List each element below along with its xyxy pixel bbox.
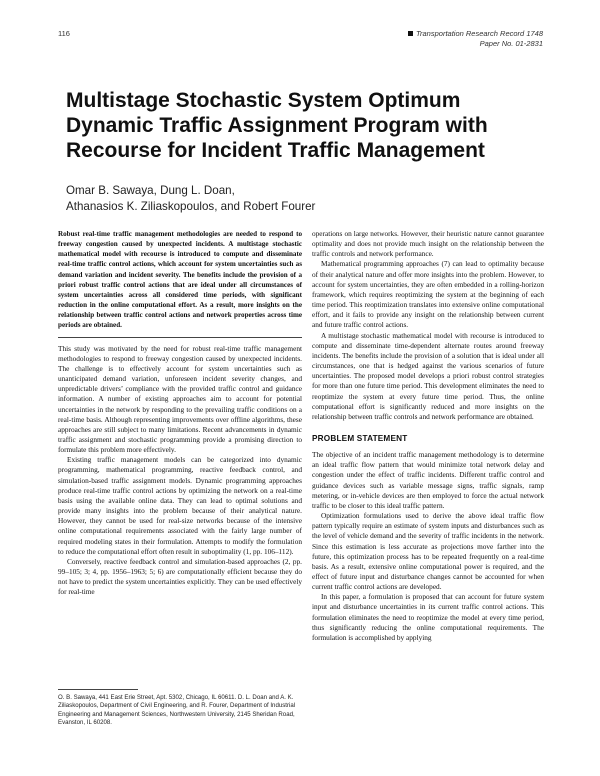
title-line: Multistage Stochastic System Optimum xyxy=(66,89,461,112)
section-heading: PROBLEM STATEMENT xyxy=(312,433,408,443)
footnote-divider xyxy=(58,689,138,690)
right-column xyxy=(312,229,544,643)
paper-title xyxy=(66,88,546,163)
body-paragraph: This study was motivated by the need for robust real-time traffic management methodologies to respond to freeway congestion caused by unexpected incidents. The challenge is to effectively account for system uncertainties such as unanticipated demand variation, unforeseen incident severity changes, and unpredictable drivers’ compliance with the provided traffic control and guidance information. A number of existing approaches aim to account for potential uncertainties in the network by responding to the prevailing traffic conditions on a real-time basis. Although representing improvements over offline algorithms, these approaches are still subject to many limitations. Recent advancements in dynamic traffic assignment and stochastic programming provide a promising direction to formulate this problem more effectively. xyxy=(58,343,302,455)
title-line: Dynamic Traffic Assignment Program with xyxy=(66,114,488,137)
body-paragraph: Mathematical programming approaches (7) can lead to optimality because of their analytical nature and offer more insights into the problem. However, to account for system uncertainties, they are often embedded in a rolling-horizon framework, which requires reoptimizing the system at the beginning of each time period. This reoptimization translates into extensive online computational effort, and it fails to provide any insight on the relationship between current and future traffic control actions. xyxy=(312,259,544,330)
footnote xyxy=(58,689,302,727)
author-affiliations: O. B. Sawaya, 441 East Erie Street, Apt. 5302, Chicago, IL 60611. D. L. Doan and A. K. Ziliaskopoulos, Department of Civil Engineering, and R. Fourer, Department of Industrial Engineering and Management Sciences, Northwestern University, 2145 Sheridan Road, Evanston, IL 60208. xyxy=(58,694,296,726)
paper-number: Paper No. 01-2831 xyxy=(479,39,543,48)
abstract-divider xyxy=(58,337,302,338)
author-line: Athanasios K. Ziliaskopoulos, and Robert Fourer xyxy=(66,199,316,213)
body-paragraph: In this paper, a formulation is proposed that can account for future system input and disturbance uncertainties in its current traffic control actions. This formulation eliminates the need to reoptimize the model at every time period, thus significantly reducing the online computational requirements. The formulation is accomplished by applying xyxy=(312,592,544,642)
body-paragraph: Optimization formulations used to derive the above ideal traffic flow pattern typically require an estimate of system inputs and disturbances such as the level of vehicle demand and the severity of traffic incidents in the network. Since this estimation is less accurate as projections move farther into the future, this optimization process has to be repeated frequently on a real-time basis. As a result, extensive online computational power is required, and the effect of future input and disturbance changes cannot be accounted for when current traffic control actions are developed. xyxy=(312,511,544,592)
body-paragraph: Conversely, reactive feedback control and simulation-based approaches (2, pp. 99–105; 3; 4, pp. 1956–1963; 5; 6) are computationally efficient because they do not have to predict the system uncertainties explicitly. They can be used effectively for real-time xyxy=(58,556,302,597)
body-paragraph: The objective of an incident traffic management methodology is to determine an ideal traffic flow pattern that would minimize total network delay and congestion under the effect of traffic incidents. Different traffic control and guidance devices such as variable message signs, traffic signals, ramp metering, or in-vehicle devices are then employed to force the actual network traffic to be closer to this ideal traffic pattern. xyxy=(312,450,544,510)
author-line: Omar B. Sawaya, Dung L. Doan, xyxy=(66,184,235,197)
title-line: Recourse for Incident Traffic Management xyxy=(66,139,485,162)
abstract: Robust real-time traffic management methodologies are needed to respond to freeway congestion caused by unexpected incidents. A multistage stochastic mathematical model with recourse is introduced to compute and disseminate real-time traffic control actions, which account for system uncertainties such as demand variation and incident severity. The benefits include the provision of a priori robust traffic control actions that are ideal under all circumstances of system uncertainties across all considered time periods, with significant reduction in the online computational effort. As a result, more insights on the relationship between traffic control actions and network properties across time periods are obtained. xyxy=(58,230,302,330)
journal-name: Transportation Research Record 1748 xyxy=(415,29,543,38)
author-list xyxy=(66,183,315,214)
page-number: 116 xyxy=(58,29,70,38)
body-paragraph: A multistage stochastic mathematical model with recourse is introduced to compute and disseminate time-dependent alternate routes around freeway incidents. The benefits include the provision of a solution that is ideal under all circumstances, one that is hedged against the various scenarios of future uncertainties. The proposed model develops a priori robust control strategies for more than one future time period. This development eliminates the need to reoptimize the system at every future time period. Thus, the online computational effort is significantly reduced and more insights on the relationship between traffic controls and network performance are obtained. xyxy=(312,330,544,421)
running-header xyxy=(408,29,543,49)
body-paragraph: operations on large networks. However, their heuristic nature cannot guarantee optimality and does not provide much insight on the relationship between the traffic controls and network performance. xyxy=(312,229,544,259)
body-paragraph: Existing traffic management models can be categorized into dynamic programming, mathematical programming, reactive feedback control, and simulation-based traffic assignment models. Dynamic programming approaches produce real-time traffic control actions by optimizing the network on a real-time basis using the available online data. They can lead to optimal solutions and provide many insights into the problem because of their analytical nature. However, they cannot be used for real-size networks because of the intensive online computational requirements associated with the fairly large number of required modeling states in their formulation. Attempts to modify the formulation to reduce the computational effort often result in suboptimality (1, pp. 106–112). xyxy=(58,455,302,556)
left-column xyxy=(58,229,302,597)
bullet-square-icon xyxy=(408,31,413,36)
